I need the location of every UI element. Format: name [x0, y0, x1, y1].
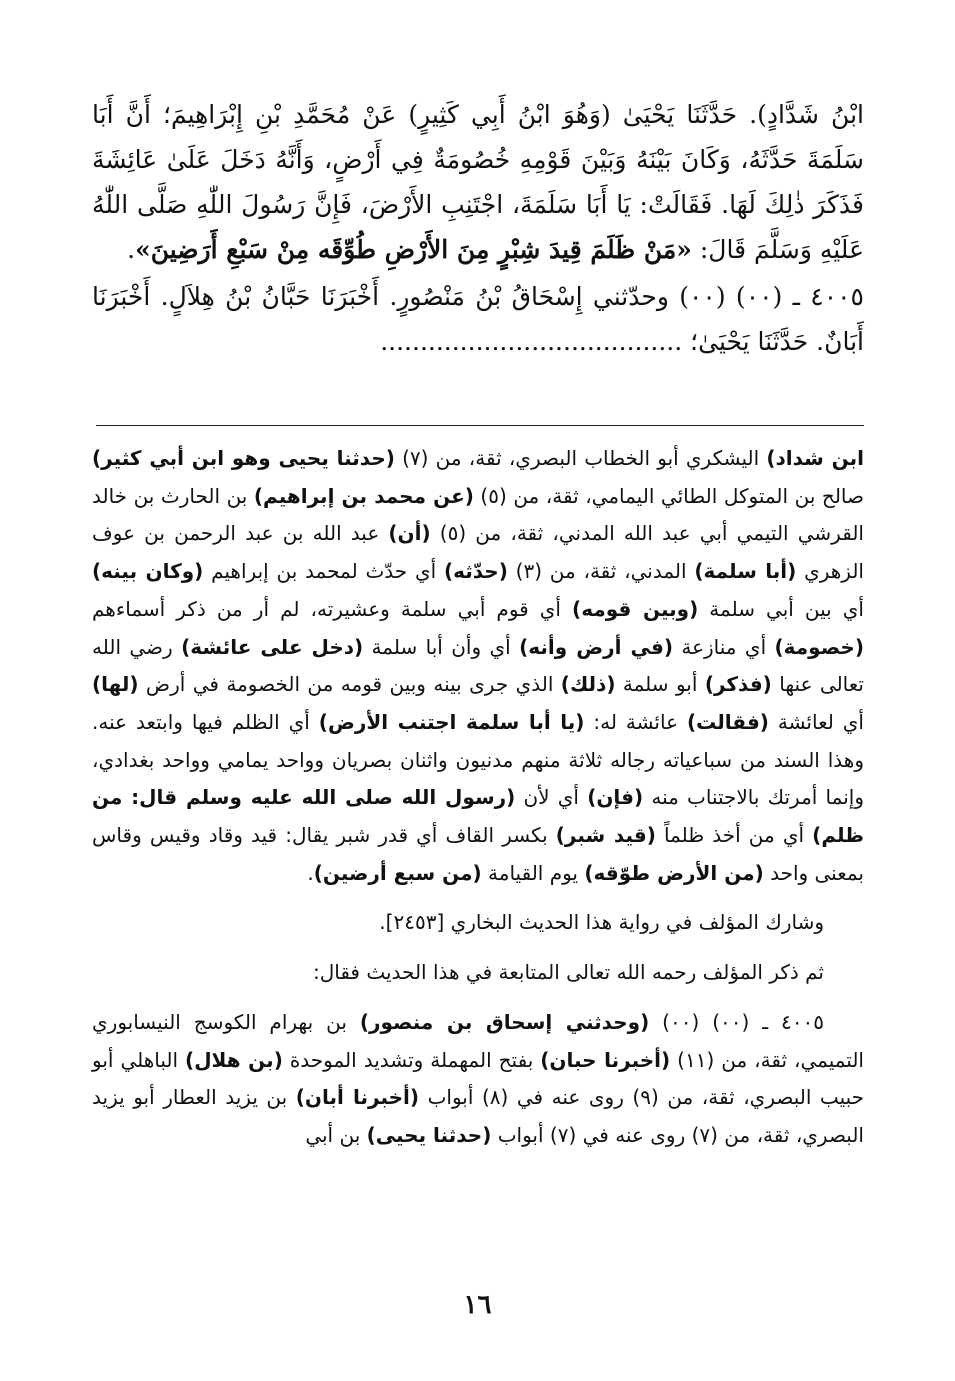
hadith-paragraph-1-end: . [127, 235, 136, 264]
commentary-p1-text-segment: أي لأن [515, 785, 588, 810]
commentary-p4-text-segment: بن بهرام الكوسج النيسابوري التميمي، ثقة، من (١١) [92, 1009, 864, 1072]
commentary-p1-bold-segment: (فذكر) [704, 672, 772, 697]
commentary-p1-bold-segment: (وكان بينه) [92, 559, 204, 584]
commentary-paragraph-4 [92, 1004, 864, 1155]
commentary-p1-text-segment: أي من أخذ ظلماً [655, 823, 813, 848]
commentary-p1-text-segment: بن الحارث بن خالد القرشي التيمي أبي عبد الله المدني، ثقة، من (٥) [92, 483, 864, 546]
commentary-p1-text-segment: رضي الله تعالى عنها [92, 634, 864, 697]
commentary-p1-text-segment: أي وأن أبا سلمة [363, 634, 520, 659]
commentary-paragraph-3: ثم ذكر المؤلف رحمه الله تعالى المتابعة في هذا الحديث فقال: [312, 960, 824, 985]
commentary-p1-text-segment: أي حدّث لمحمد بن إبراهيم [203, 559, 444, 584]
commentary-p1-bold-segment: (أن) [388, 521, 431, 546]
commentary-paragraph-2: وشارك المؤلف في رواية هذا الحديث البخاري [٢٤٥٣]. [379, 910, 824, 935]
commentary-p4-text-segment: الباهلي أبو حبيب البصري، ثقة، من (٩) روى عنه في (٨) أبواب [92, 1047, 864, 1110]
commentary-p1-text-segment: أي الظلم فيها وابتعد عنه. وهذا السند من سباعياته رجاله ثلاثة منهم مدنيون واثنان بصريان وواحد يمامي وواحد بغدادي، وإنما أمرتك بالاجتناب منه [92, 709, 864, 810]
page-number: ١٦ [463, 1290, 492, 1320]
commentary-text [92, 440, 864, 1155]
commentary-p1-bold-segment: (عن محمد بن إبراهيم) [253, 483, 474, 508]
commentary-p1-bold-segment: (في أرض وأنه) [519, 634, 673, 659]
commentary-p4-text-segment: بن أبي [305, 1122, 367, 1147]
commentary-p4-bold-segment: (أخبرنا أبان) [295, 1085, 420, 1110]
commentary-p1-text-segment: يوم القيامة [481, 860, 585, 885]
commentary-p1-text-segment: أي بين أبي سلمة [698, 596, 864, 621]
commentary-paragraph-1 [92, 440, 864, 892]
commentary-p4-text-segment: بفتح المهملة وتشديد الموحدة [282, 1047, 541, 1072]
commentary-p1-text-segment: الذي جرى بينه وبين قومه من الخصومة في أرض [138, 672, 561, 697]
commentary-p1-bold-segment: (حدثنا يحيى وهو ابن أبي كثير) [92, 446, 395, 470]
commentary-p1-bold-segment: (خصومة) [774, 634, 864, 659]
hadith-paragraph-2 [92, 274, 864, 364]
commentary-p4-text-segment: ٤٠٠٥ ـ (٠٠) (٠٠) [649, 1009, 824, 1034]
commentary-p4-bold-segment: (حدثنا يحيى) [366, 1122, 492, 1147]
commentary-p1-bold-segment: (فإن) [587, 785, 644, 810]
commentary-p1-text-segment: بكسر القاف أي قدر شبر يقال: قيد وقاد وقيس وقاس بمعنى واحد [92, 823, 864, 885]
commentary-p1-text-segment: المدني، ثقة، من (٣) [507, 559, 695, 584]
commentary-p1-bold-segment: (وبين قومه) [572, 596, 699, 621]
hadith-paragraph-1-text: ابْنُ شَدَّادٍ). حَدَّثَنَا يَحْيَىٰ (وَهُوَ ابْنُ أَبِي كَثِيرٍ) عَنْ مُحَمَّدِ بْنِ إِبْرَاهِيمَ؛ أَنَّ أَبَا سَلَمَةَ حَدَّثَهُ، وَكَانَ بَيْنَهُ وَبَيْنَ قَوْمِهِ خُصُومَةٌ فِي أَرْضٍ، وَأَنَّهُ دَخَلَ عَلَىٰ عَائِشَةَ فَذَكَرَ ذٰلِكَ لَهَا. فَقَالَتْ: يَا أَبَا سَلَمَةَ، اجْتَنِبِ الأَرْضَ، فَإِنَّ رَسُولَ اللّٰهِ صَلَّى اللّٰهُ عَلَيْهِ وَسَلَّمَ قَالَ: [92, 100, 864, 264]
commentary-p1-bold-segment: (أبا سلمة) [694, 559, 797, 584]
commentary-p1-bold-segment: (حدّثه) [443, 559, 508, 584]
commentary-p1-text-segment: اليشكري أبو الخطاب البصري، ثقة، من (٧) [394, 446, 767, 470]
commentary-p4-bold-segment: (بن هلال) [185, 1047, 283, 1072]
hadith-text [92, 92, 864, 364]
commentary-p1-bold-segment: (رسول الله صلى الله عليه وسلم قال: من ظلم) [92, 785, 864, 848]
commentary-p1-bold-segment: ابن شداد) [766, 446, 864, 470]
commentary-p1-bold-segment: (دخل على عائشة) [181, 634, 364, 659]
commentary-p1-text-segment: صالح بن المتوكل الطائي اليمامي، ثقة، من (٥) [473, 483, 864, 508]
footnote-divider [96, 425, 864, 426]
commentary-p1-bold-segment: (من سبع أرضين) [313, 860, 482, 885]
commentary-p1-text-segment: أي قوم أبي سلمة وعشيرته، لم أر من ذكر أسماءهم [92, 596, 573, 621]
commentary-p1-text-segment: أي منازعة [672, 634, 775, 659]
commentary-p1-bold-segment: (قيد شبر) [555, 823, 656, 848]
commentary-p4-text-segment: بن يزيد العطار أبو يزيد البصري، ثقة، من (٧) روى عنه في (٧) أبواب [92, 1085, 864, 1147]
hadith-quote: «مَنْ ظَلَمَ قِيدَ شِبْرٍ مِنَ الأَرْضِ طُوِّقَه مِنْ سَبْعِ أَرَضِينَ» [135, 235, 692, 264]
commentary-p4-bold-segment: (وحدثني إسحاق بن منصور) [359, 1009, 650, 1034]
commentary-p1-bold-segment: (فقالت) [686, 709, 769, 734]
commentary-p1-text-segment: عبد الله بن عبد الرحمن بن عوف الزهري [92, 521, 864, 584]
commentary-p1-text-segment: عائشة له: [584, 709, 687, 734]
commentary-p1-text-segment: . [307, 860, 314, 885]
commentary-p1-bold-segment: (من الأرض طوّقه) [584, 860, 764, 885]
commentary-p1-bold-segment: (ذلك) [560, 672, 616, 697]
commentary-p1-bold-segment: (لها) [92, 672, 139, 697]
commentary-p4-bold-segment: (أخبرنا حبان) [540, 1047, 671, 1072]
hadith-paragraph-2-text: ٤٠٠٥ ـ (٠٠) (٠٠) وحدّثني إِسْحَاقُ بْنُ مَنْصُورٍ. أَخْبَرَنَا حَبَّانُ بْنُ هِلاَلٍ. أَخْبَرَنَا أَبَانٌ. حَدَّثَنَا يَحْيَىٰ؛ [92, 282, 864, 356]
continuation-dots: ...................................... [380, 327, 683, 356]
commentary-p1-text-segment: أي لعائشة [768, 709, 864, 734]
hadith-paragraph-1 [92, 92, 864, 272]
commentary-p1-text-segment: أبو سلمة [615, 672, 705, 697]
commentary-p1-bold-segment: (يا أبا سلمة اجتنب الأرض) [318, 709, 585, 734]
